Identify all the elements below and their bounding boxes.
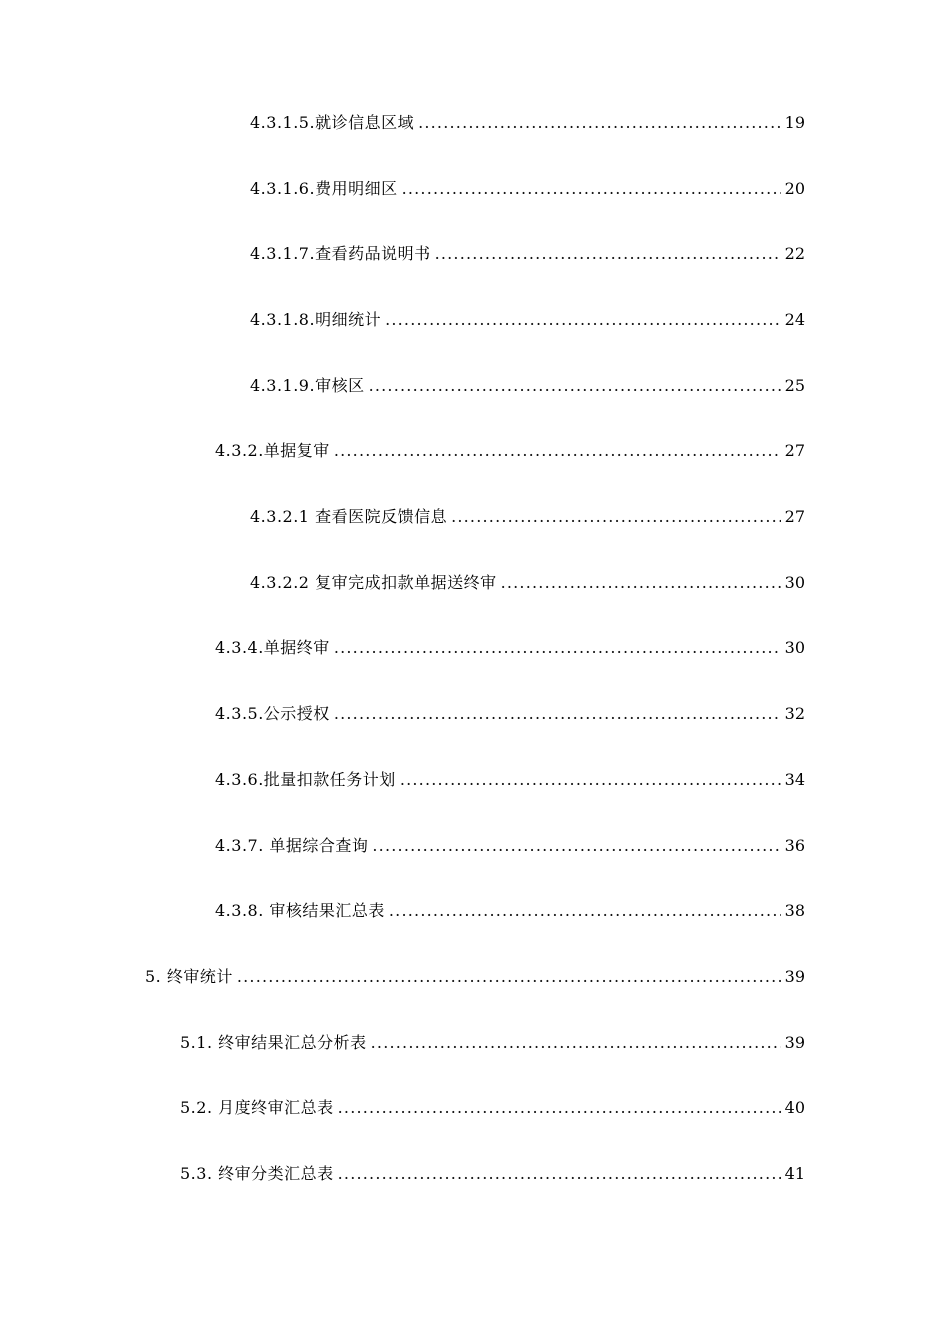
- toc-entry-label: 5.2. 月度终审汇总表: [180, 1098, 334, 1117]
- toc-entry-label: 4.3.6.批量扣款任务计划: [215, 770, 396, 789]
- toc-dot-leader: [371, 1031, 781, 1055]
- toc-page-number: 25: [784, 376, 805, 395]
- toc-entry-label: 4.3.4.单据终审: [215, 638, 330, 657]
- toc-dot-leader: [389, 899, 781, 923]
- toc-page-number: 19: [784, 113, 805, 132]
- toc-entry-label: 4.3.1.8.明细统计: [250, 310, 382, 329]
- toc-entry-5-3[interactable]: [180, 1162, 805, 1186]
- toc-entry-label: 4.3.1.7.查看药品说明书: [250, 244, 431, 263]
- toc-dot-leader: [435, 242, 781, 266]
- toc-entry-4-3-1-8[interactable]: [250, 308, 805, 332]
- toc-entry-5[interactable]: [145, 965, 805, 989]
- toc-entry-label: 4.3.1.6.费用明细区: [250, 179, 398, 198]
- toc-dot-leader: [334, 702, 781, 726]
- toc-entry-5-1[interactable]: [180, 1031, 805, 1055]
- toc-page-number: 36: [784, 836, 805, 855]
- toc-dot-leader: [372, 834, 781, 858]
- toc-dot-leader: [501, 571, 781, 595]
- toc-entry-4-3-1-5[interactable]: [250, 111, 805, 135]
- toc-page-number: 34: [784, 770, 805, 789]
- toc-page-number: 27: [784, 441, 805, 460]
- toc-entry-4-3-2[interactable]: [215, 439, 805, 463]
- toc-page-number: 30: [784, 573, 805, 592]
- toc-dot-leader: [385, 308, 781, 332]
- toc-entry-label: 4.3.1.9.审核区: [250, 376, 365, 395]
- toc-dot-leader: [334, 439, 781, 463]
- toc-entry-4-3-1-6[interactable]: [250, 177, 805, 201]
- toc-entry-4-3-8[interactable]: [215, 899, 805, 923]
- toc-page-number: 40: [784, 1098, 805, 1117]
- toc-page-number: 32: [784, 704, 805, 723]
- toc-entry-4-3-6[interactable]: [215, 768, 805, 792]
- toc-page-number: 39: [784, 1033, 805, 1052]
- toc-page-number: 30: [784, 638, 805, 657]
- toc-entry-label: 4.3.7. 单据综合查询: [215, 836, 369, 855]
- toc-page-number: 41: [784, 1164, 805, 1183]
- toc-page-number: 39: [784, 967, 805, 986]
- toc-entry-label: 5.3. 终审分类汇总表: [180, 1164, 334, 1183]
- toc-page-number: 22: [784, 244, 805, 263]
- toc-entry-label: 4.3.8. 审核结果汇总表: [215, 901, 385, 920]
- toc-dot-leader: [369, 374, 781, 398]
- toc-dot-leader: [237, 965, 781, 989]
- toc-page-number: 27: [784, 507, 805, 526]
- toc-dot-leader: [334, 636, 781, 660]
- toc-entry-4-3-1-9[interactable]: [250, 374, 805, 398]
- toc-entry-4-3-7[interactable]: [215, 834, 805, 858]
- toc-entry-label: 5. 终审统计: [145, 967, 233, 986]
- toc-entry-4-3-4[interactable]: [215, 636, 805, 660]
- toc-entry-4-3-5[interactable]: [215, 702, 805, 726]
- toc-entry-label: 4.3.2.2 复审完成扣款单据送终审: [250, 573, 497, 592]
- toc-dot-leader: [418, 111, 781, 135]
- toc-entry-label: 4.3.2.单据复审: [215, 441, 330, 460]
- toc-entry-4-3-1-7[interactable]: [250, 242, 805, 266]
- toc-dot-leader: [400, 768, 781, 792]
- toc-entry-label: 4.3.1.5.就诊信息区域: [250, 113, 415, 132]
- toc-entry-5-2[interactable]: [180, 1096, 805, 1120]
- toc-page-number: 38: [784, 901, 805, 920]
- toc-page-number: 20: [784, 179, 805, 198]
- toc-entry-label: 4.3.2.1 查看医院反馈信息: [250, 507, 448, 526]
- toc-dot-leader: [402, 177, 781, 201]
- toc-entry-label: 4.3.5.公示授权: [215, 704, 330, 723]
- toc-entry-4-3-2-2[interactable]: [250, 571, 805, 595]
- toc-dot-leader: [338, 1096, 781, 1120]
- toc-dot-leader: [338, 1162, 781, 1186]
- toc-dot-leader: [451, 505, 781, 529]
- toc-entry-label: 5.1. 终审结果汇总分析表: [180, 1033, 367, 1052]
- toc-entry-4-3-2-1[interactable]: [250, 505, 805, 529]
- toc-page-number: 24: [784, 310, 805, 329]
